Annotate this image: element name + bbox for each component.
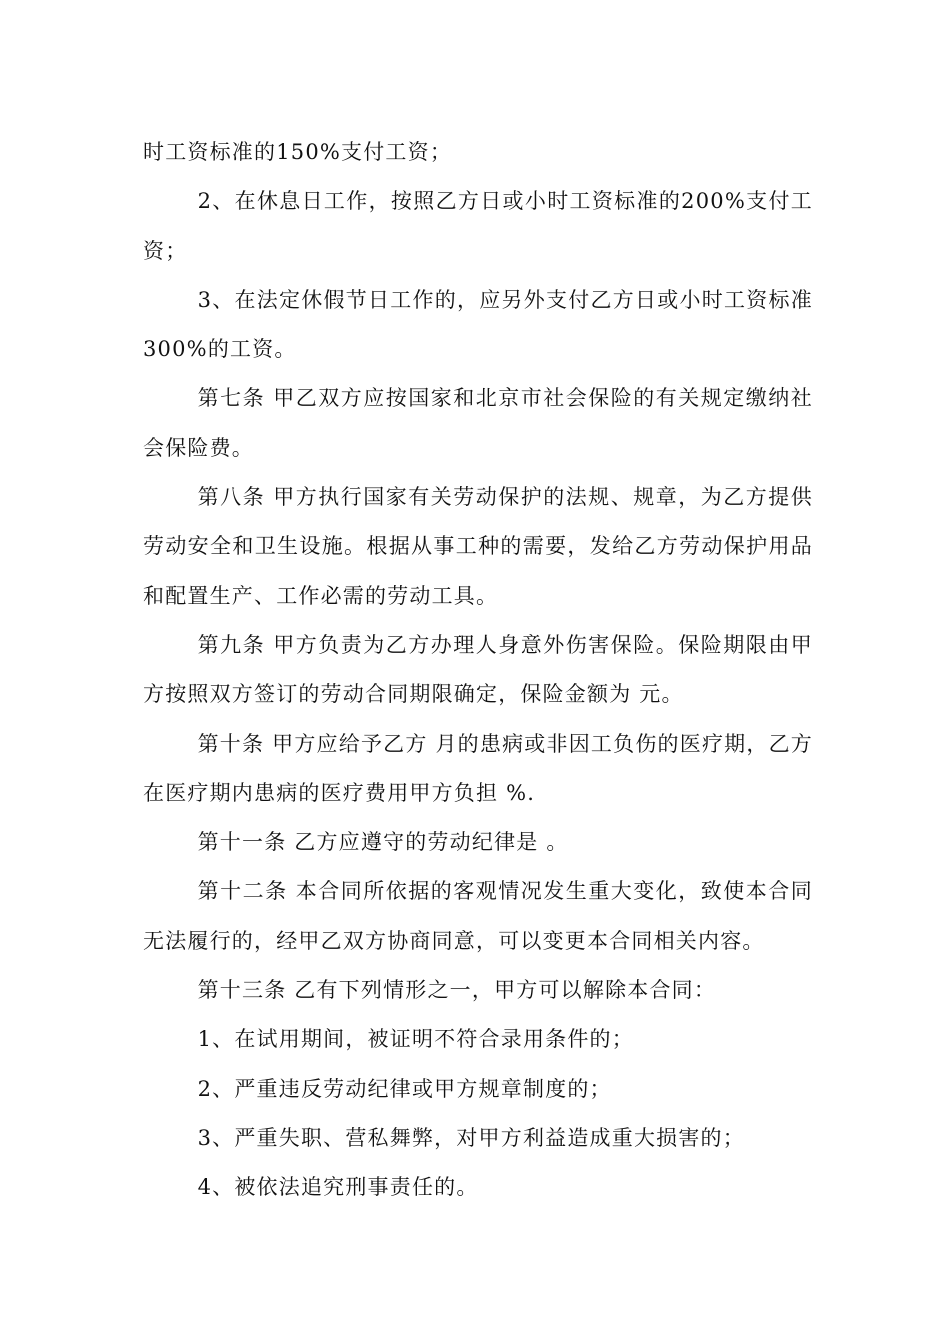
article-11: 第十一条 乙方应遵守的劳动纪律是 。 — [197, 830, 569, 855]
article-7: 第七条 甲乙双方应按国家和北京市社会保险的有关规定缴纳社会保险费。 — [143, 386, 813, 460]
paragraph-holiday-pay: 3、在法定休假节日工作的，应另外支付乙方日或小时工资标准300%的工资。 — [143, 287, 813, 362]
article-9: 第九条 甲方负责为乙方办理人身意外伤害保险。保险期限由甲方按照双方签订的劳动合同期限确定，保险金额为 元。 — [143, 632, 813, 707]
paragraph-rest-day-pay: 2、在休息日工作，按照乙方日或小时工资标准的200%支付工资； — [143, 189, 813, 263]
article-13-item-1: 1、在试用期间，被证明不符合录用条件的； — [197, 1027, 634, 1052]
article-13-item-4: 4、被依法追究刑事责任的。 — [197, 1175, 479, 1200]
article-10: 第十条 甲方应给予乙方 月的患病或非因工负伤的医疗期，乙方在医疗期内患病的医疗费用甲方负担 %. — [143, 731, 813, 805]
article-13-item-3: 3、严重失职、营私舞弊，对甲方利益造成重大损害的； — [197, 1125, 745, 1150]
document-body — [143, 128, 813, 1213]
article-13-item-2: 2、严重违反劳动纪律或甲方规章制度的； — [197, 1076, 612, 1101]
paragraph-continuation: 时工资标准的150%支付工资； — [143, 140, 453, 164]
article-13: 第十三条 乙有下列情形之一，甲方可以解除本合同： — [197, 978, 717, 1003]
article-8: 第八条 甲方执行国家有关劳动保护的法规、规章，为乙方提供劳动安全和卫生设施。根据从事工种的需要，发给乙方劳动保护用品和配置生产、工作必需的劳动工具。 — [143, 485, 813, 608]
article-12: 第十二条 本合同所依据的客观情况发生重大变化，致使本合同无法履行的，经甲乙双方协商同意，可以变更本合同相关内容。 — [143, 879, 813, 953]
